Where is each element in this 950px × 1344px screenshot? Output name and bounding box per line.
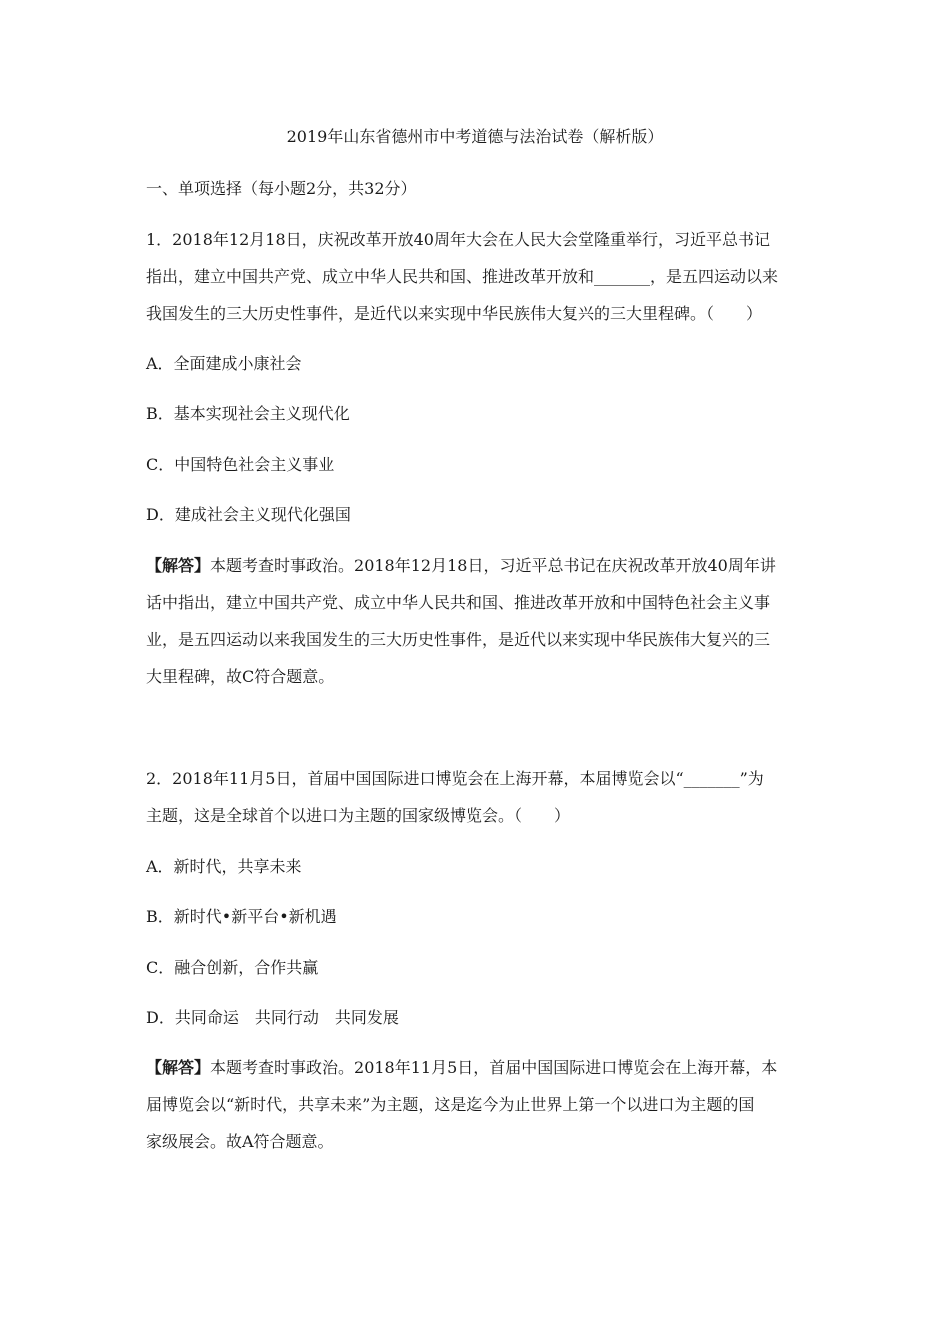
question-1-answer-line: 业，是五四运动以来我国发生的三大历史性事件，是近代以来实现中华民族伟大复兴的三: [146, 630, 771, 649]
answer-text: 本题考查时事政治。2018年11月5日，首届中国国际进口博览会在上海开幕，本: [210, 1058, 778, 1077]
question-2-option-d: D．共同命运 共同行动 共同发展: [146, 1008, 399, 1027]
question-1-stem: [146, 221, 810, 332]
answer-label: 【解答】: [146, 1058, 211, 1077]
question-2-answer-line: 家级展会。故A符合题意。: [146, 1132, 334, 1151]
document-title: 2019年山东省德州市中考道德与法治试卷（解析版）: [286, 127, 664, 146]
question-2-stem-line: 2．2018年11月5日，首届中国国际进口博览会在上海开幕，本届博览会以“_______”为: [146, 769, 764, 788]
answer-label: 【解答】: [146, 556, 211, 575]
question-1-option-b: B．基本实现社会主义现代化: [146, 404, 350, 423]
question-2-option-a: A．新时代，共享未来: [146, 857, 302, 876]
question-2-answer: [146, 1049, 810, 1160]
question-1-option-c: C．中国特色社会主义事业: [146, 455, 335, 474]
question-2-option-b: B．新时代•新平台•新机遇: [146, 907, 337, 926]
question-1-answer: [146, 547, 810, 695]
question-2-stem-line: 主题，这是全球首个以进口为主题的国家级博览会。（ ）: [146, 806, 571, 825]
question-1-stem-line: 我国发生的三大历史性事件，是近代以来实现中华民族伟大复兴的三大里程碑。（ ）: [146, 304, 763, 323]
question-1-answer-line: 话中指出，建立中国共产党、成立中华人民共和国、推进改革开放和中国特色社会主义事: [146, 593, 771, 612]
question-2-option-c: C．融合创新，合作共赢: [146, 958, 319, 977]
question-2-stem: [146, 760, 810, 834]
question-1-stem-line: 指出，建立中国共产党、成立中华人民共和国、推进改革开放和_______，是五四运动以来: [146, 267, 779, 286]
question-2-answer-line: 届博览会以“新时代，共享未来”为主题，这是迄今为止世界上第一个以进口为主题的国: [146, 1095, 755, 1114]
question-2-answer-line: [146, 1049, 810, 1086]
section-heading: 一、单项选择（每小题2分，共32分）: [146, 179, 417, 198]
question-1-stem-line: 1．2018年12月18日，庆祝改革开放40周年大会在人民大会堂隆重举行，习近平总书记: [146, 230, 770, 249]
answer-text: 本题考查时事政治。2018年12月18日，习近平总书记在庆祝改革开放40周年讲: [210, 556, 776, 575]
question-1-option-d: D．建成社会主义现代化强国: [146, 505, 351, 524]
question-1-option-a: A．全面建成小康社会: [146, 354, 302, 373]
question-1-answer-line: [146, 547, 810, 584]
question-1-answer-line: 大里程碑，故C符合题意。: [146, 667, 335, 686]
